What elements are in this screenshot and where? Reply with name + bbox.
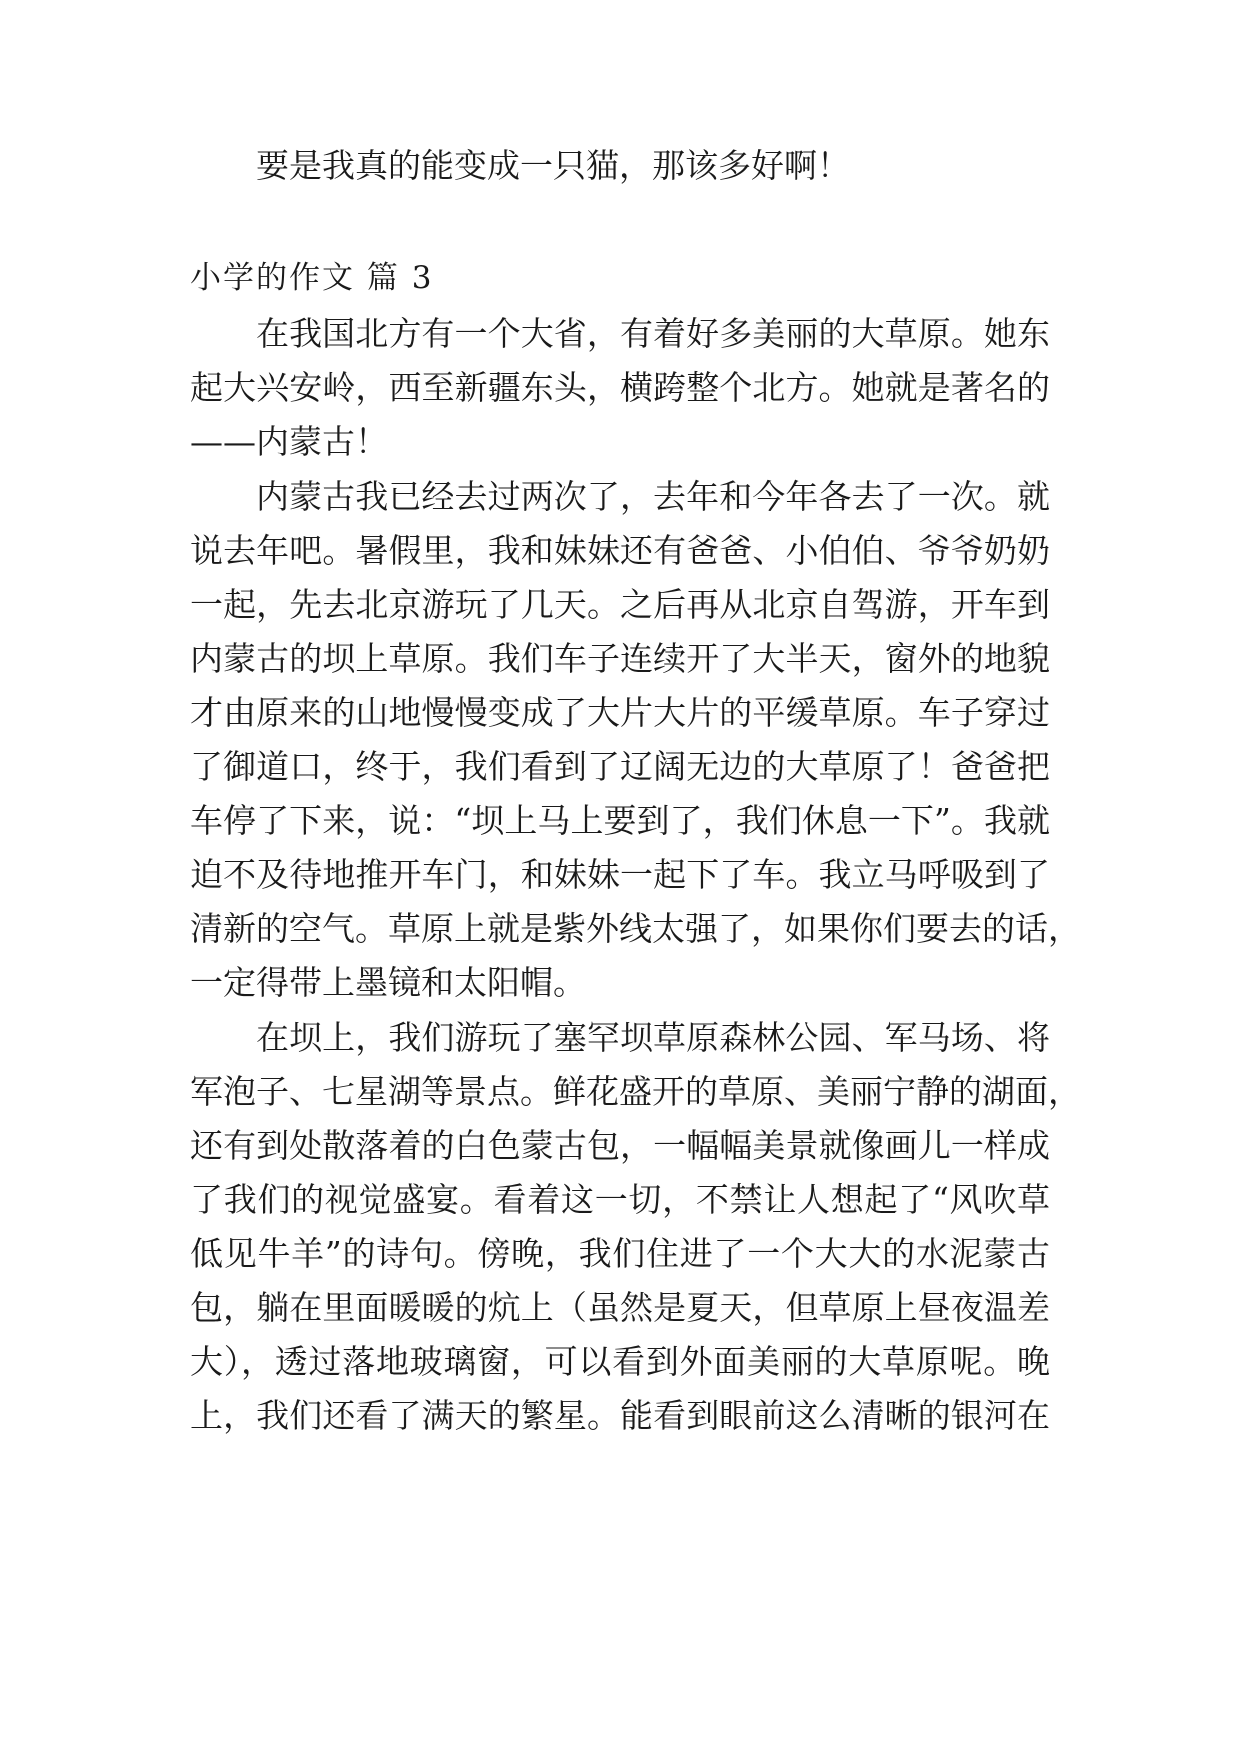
paragraph-3-line-4: 了我们的视觉盛宴。看着这一切，不禁让人想起了“风吹草 [190, 1180, 1050, 1219]
paragraph-1-line-3: ——内蒙古！ [190, 422, 388, 461]
paragraph-3-line-6: 包，躺在里面暖暖的炕上（虽然是夏天，但草原上昼夜温差 [190, 1288, 1050, 1327]
paragraph-3-line-7: 大），透过落地玻璃窗，可以看到外面美丽的大草原呢。晚 [190, 1342, 1050, 1381]
paragraph-2-line-9: 清新的空气。草原上就是紫外线太强了，如果你们要去的话， [190, 909, 1081, 948]
paragraph-1-line-1: 在我国北方有一个大省，有着好多美丽的大草原。她东 [256, 314, 1050, 353]
paragraph-3-line-2: 军泡子、七星湖等景点。鲜花盛开的草原、美丽宁静的湖面， [190, 1072, 1081, 1111]
paragraph-3-line-3: 还有到处散落着的白色蒙古包，一幅幅美景就像画儿一样成 [190, 1126, 1050, 1165]
paragraph-2-line-1: 内蒙古我已经去过两次了，去年和今年各去了一次。就 [256, 477, 1050, 516]
paragraph-3-line-5: 低见牛羊”的诗句。傍晚，我们住进了一个大大的水泥蒙古 [190, 1234, 1050, 1273]
paragraph-1-line-2: 起大兴安岭，西至新疆东头，横跨整个北方。她就是著名的 [190, 368, 1050, 407]
paragraph-3-line-1: 在坝上，我们游玩了塞罕坝草原森林公园、军马场、将 [256, 1018, 1050, 1057]
paragraph-2-line-4: 内蒙古的坝上草原。我们车子连续开了大半天，窗外的地貌 [190, 639, 1050, 678]
intro-line: 要是我真的能变成一只猫，那该多好啊！ [256, 146, 850, 185]
paragraph-2-line-7: 车停了下来，说：“坝上马上要到了，我们休息一下”。我就 [190, 801, 1050, 840]
paragraph-3-line-8: 上，我们还看了满天的繁星。能看到眼前这么清晰的银河在 [190, 1396, 1050, 1435]
paragraph-2-line-3: 一起，先去北京游玩了几天。之后再从北京自驾游，开车到 [190, 585, 1050, 624]
paragraph-2-line-8: 迫不及待地推开车门，和妹妹一起下了车。我立马呼吸到了 [190, 855, 1050, 894]
paragraph-2-line-5: 才由原来的山地慢慢变成了大片大片的平缓草原。车子穿过 [190, 693, 1050, 732]
paragraph-2-line-10: 一定得带上墨镜和太阳帽。 [190, 963, 586, 1002]
section-title: 小学的作文 篇 3 [190, 260, 434, 296]
paragraph-2-line-6: 了御道口，终于，我们看到了辽阔无边的大草原了！爸爸把 [190, 747, 1050, 786]
paragraph-2-line-2: 说去年吧。暑假里，我和妹妹还有爸爸、小伯伯、爷爷奶奶 [190, 531, 1050, 570]
